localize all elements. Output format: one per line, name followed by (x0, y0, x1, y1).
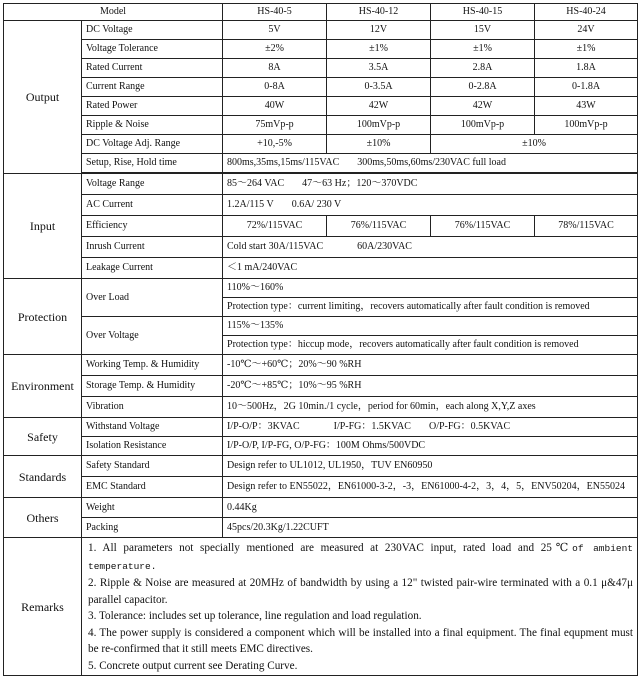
table-row (4, 216, 638, 237)
withstand-c: O/P-FG：0.5KVAC (428, 421, 511, 432)
cell-value: Design refer to UL1012, UL1950，TUV EN60950 (223, 456, 638, 477)
cell-value (223, 154, 638, 173)
cell-value: ±10% (431, 135, 638, 154)
cell-value: 15V (431, 21, 535, 40)
model-name: HS-40-5 (223, 4, 327, 21)
cell-value: 3.5A (327, 59, 431, 78)
table-row (4, 317, 638, 336)
remark-item: 3. Tolerance: includes set up tolerance, line regulation and load regulation. (88, 610, 422, 622)
group-remarks: Remarks (4, 538, 82, 676)
row-label: Vibration (82, 397, 223, 418)
remark-item: 4. The power supply is considered a component which will be installed into a final equipment. The final equpment must be re-confirmed that it still meets EMC directives. (88, 626, 634, 655)
cell-value: 72%/115VAC (223, 216, 327, 237)
row-label: Efficiency (82, 216, 223, 237)
row-label: Inrush Current (82, 237, 223, 258)
row-label: Leakage Current (82, 258, 223, 279)
cell-value: Design refer to EN55022，EN61000-3-2，-3，EN61000-4-2，3，4，5，ENV50204，EN55024 (223, 477, 638, 498)
remark-item: 2. Ripple & Noise are measured at 20MHz of bandwidth by using a 12" twisted pair-wire terminated with a 0.1 μ&47μ parallel capacitor. (88, 577, 634, 606)
cell-value: 12V (327, 21, 431, 40)
cell-value: Protection type：hiccup mode，recovers automatically after fault condition is removed (223, 336, 638, 355)
cell-value: ±1% (327, 40, 431, 59)
table-row (4, 97, 638, 116)
cell-value: Protection type：current limiting，recovers automatically after fault condition is removed (223, 298, 638, 317)
row-label: Rated Current (82, 59, 223, 78)
group-output: Output (4, 21, 82, 174)
cell-value: 75mVp-p (223, 116, 327, 135)
row-label: Withstand Voltage (82, 418, 223, 437)
cell-value (223, 418, 638, 437)
row-label: Current Range (82, 78, 223, 97)
setup-value-b: 300ms,50ms,60ms/230VAC full load (357, 157, 506, 168)
group-standards: Standards (4, 456, 82, 498)
model-name: HS-40-15 (431, 4, 535, 21)
table-row (4, 518, 638, 538)
inrush-b: 60A/230VAC (357, 241, 412, 252)
cell-value: 0-1.8A (535, 78, 638, 97)
remark-item (88, 540, 633, 575)
header-row (4, 4, 638, 21)
row-label: Working Temp. & Humidity (82, 355, 223, 376)
cell-value: -10℃～+60℃；20%～90 %RH (223, 355, 638, 376)
row-label: Over Voltage (82, 317, 223, 355)
table-row (4, 418, 638, 437)
table-row (4, 21, 638, 40)
cell-value: 42W (327, 97, 431, 116)
model-name: HS-40-12 (327, 4, 431, 21)
table-row (4, 195, 638, 216)
remark-item: 5. Concrete output current see Derating Curve. (88, 659, 298, 672)
ac-current-b: 0.6A/ 230 V (291, 199, 342, 210)
cell-value: 0-3.5A (327, 78, 431, 97)
row-label: Setup, Rise, Hold time (82, 154, 223, 173)
group-environment: Environment (4, 355, 82, 418)
cell-value: +10,-5% (223, 135, 327, 154)
table-row (4, 78, 638, 97)
cell-value: 45pcs/20.3Kg/1.22CUFT (223, 518, 638, 538)
table-row (4, 237, 638, 258)
cell-value: 40W (223, 97, 327, 116)
row-label: Ripple & Noise (82, 116, 223, 135)
voltage-range-b: 47～63 Hz；120～370VDC (302, 178, 418, 189)
row-label: Rated Power (82, 97, 223, 116)
withstand-a: I/P-O/P：3KVAC (227, 421, 300, 432)
group-others: Others (4, 498, 82, 538)
cell-value: 115%～135% (223, 317, 638, 336)
table-row (4, 538, 638, 676)
row-label: Storage Temp. & Humidity (82, 376, 223, 397)
table-row (4, 174, 638, 195)
table-row (4, 279, 638, 298)
cell-value: 43W (535, 97, 638, 116)
remark-1-text: 1. All parameters not specially mentioned are measured at 230VAC input, rated load and 25℃ (88, 542, 573, 554)
spec-table (3, 3, 638, 676)
row-label: EMC Standard (82, 477, 223, 498)
table-row (4, 456, 638, 477)
table-row (4, 437, 638, 456)
table-row (4, 135, 638, 154)
row-label: Isolation Resistance (82, 437, 223, 456)
withstand-b: I/P-FG：1.5KVAC (333, 421, 411, 432)
cell-value: 10～500Hz，2G 10min./1 cycle，period for 60min，each along X,Y,Z axes (223, 397, 638, 418)
row-label: Weight (82, 498, 223, 518)
table-row (4, 477, 638, 498)
row-label: Packing (82, 518, 223, 538)
cell-value: 24V (535, 21, 638, 40)
group-protection: Protection (4, 279, 82, 355)
table-row (4, 498, 638, 518)
table-row (4, 355, 638, 376)
cell-value: 76%/115VAC (431, 216, 535, 237)
cell-value: 78%/115VAC (535, 216, 638, 237)
remarks-content (82, 538, 638, 676)
group-input: Input (4, 174, 82, 279)
cell-value (223, 174, 638, 195)
ac-current-a: 1.2A/115 V (227, 199, 274, 210)
model-name: HS-40-24 (535, 4, 638, 21)
cell-value: I/P-O/P, I/P-FG, O/P-FG：100M Ohms/500VDC (223, 437, 638, 456)
table-row (4, 258, 638, 279)
cell-value: 5V (223, 21, 327, 40)
cell-value: ±1% (431, 40, 535, 59)
group-safety: Safety (4, 418, 82, 456)
row-label: DC Voltage (82, 21, 223, 40)
cell-value: 100mVp-p (327, 116, 431, 135)
table-row (4, 154, 638, 173)
table-row (4, 40, 638, 59)
row-label: Over Load (82, 279, 223, 317)
model-label: Model (4, 4, 223, 21)
row-label: AC Current (82, 195, 223, 216)
row-label: DC Voltage Adj. Range (82, 135, 223, 154)
cell-value: 42W (431, 97, 535, 116)
cell-value: 0-2.8A (431, 78, 535, 97)
row-label: Safety Standard (82, 456, 223, 477)
cell-value: 100mVp-p (535, 116, 638, 135)
setup-value-a: 800ms,35ms,15ms/115VAC (227, 157, 340, 168)
cell-value: ±2% (223, 40, 327, 59)
table-row (4, 59, 638, 78)
cell-value: 1.8A (535, 59, 638, 78)
cell-value (223, 195, 638, 216)
cell-value: 110%～160% (223, 279, 638, 298)
cell-value: -20℃～+85℃；10%～95 %RH (223, 376, 638, 397)
cell-value: ±1% (535, 40, 638, 59)
cell-value: 8A (223, 59, 327, 78)
cell-value: 100mVp-p (431, 116, 535, 135)
row-label: Voltage Range (82, 174, 223, 195)
remark-1-tail: of ambient temperature. (88, 543, 634, 572)
cell-value: 0.44Kg (223, 498, 638, 518)
voltage-range-a: 85～264 VAC (227, 178, 285, 189)
cell-value: ＜1 mA/240VAC (223, 258, 638, 279)
cell-value: 0-8A (223, 78, 327, 97)
table-row (4, 376, 638, 397)
cell-value: 2.8A (431, 59, 535, 78)
cell-value: 76%/115VAC (327, 216, 431, 237)
table-row (4, 116, 638, 135)
cell-value: ±10% (327, 135, 431, 154)
table-row (4, 397, 638, 418)
inrush-a: Cold start 30A/115VAC (227, 241, 324, 252)
row-label: Voltage Tolerance (82, 40, 223, 59)
cell-value (223, 237, 638, 258)
